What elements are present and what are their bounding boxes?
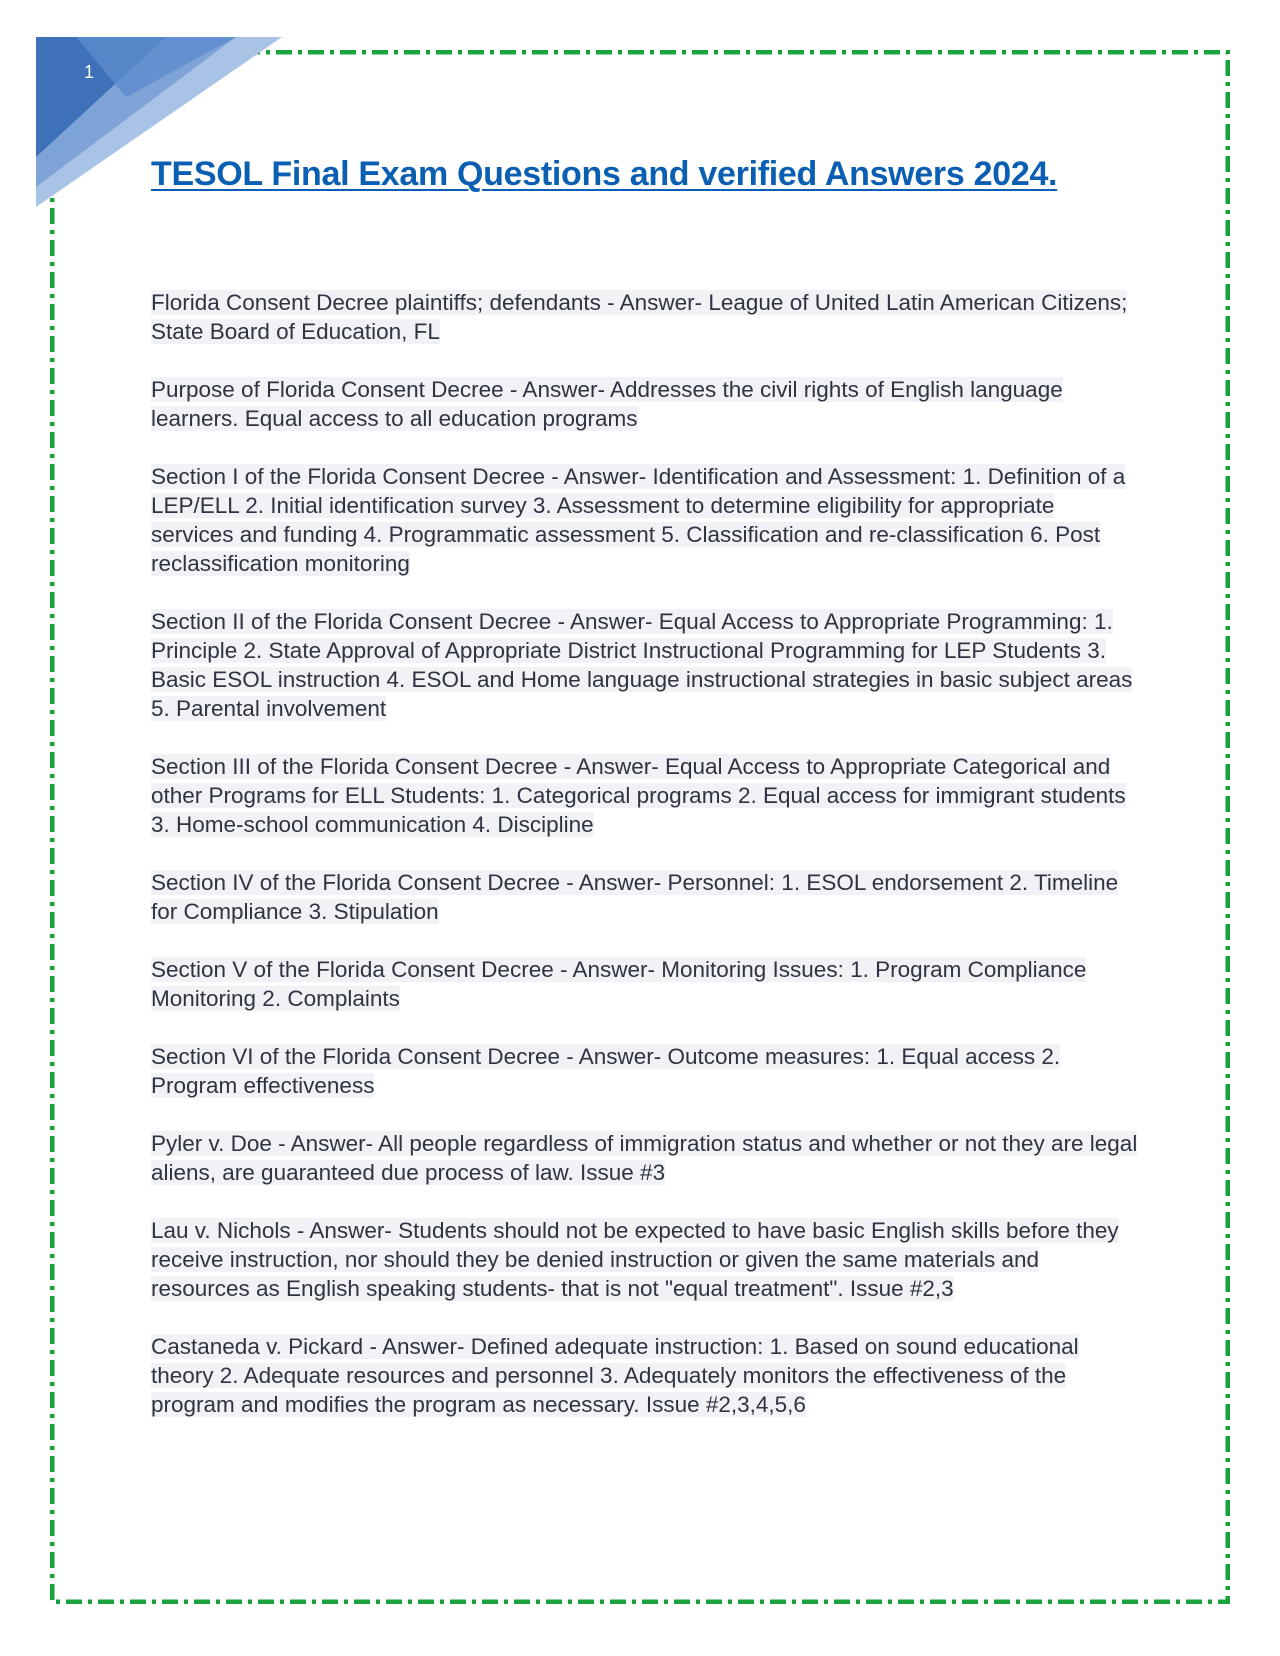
qa-item bbox=[151, 607, 1141, 723]
qa-text: Section IV of the Florida Consent Decree - Answer- Personnel: 1. ESOL endorsement 2. Timeline for Compliance 3. Stipulation bbox=[151, 870, 1119, 924]
qa-text: Castaneda v. Pickard - Answer- Defined adequate instruction: 1. Based on sound educational theory 2. Adequate resources and personnel 3. Adequately monitors the effectiveness of the program and modifies the program as necessary. Issue #2,3,4,5,6 bbox=[151, 1334, 1079, 1417]
qa-item bbox=[151, 1042, 1141, 1100]
qa-text: Section II of the Florida Consent Decree - Answer- Equal Access to Appropriate Programming: 1. Principle 2. State Approval of Appropriate District Instructional Programming for LEP Students 3. Basic ESOL instruction 4. ESOL and Home language instructional strategies in basic subject areas 5. Parental involvement bbox=[151, 609, 1133, 721]
qa-item bbox=[151, 1129, 1141, 1187]
qa-item bbox=[151, 462, 1141, 578]
qa-item bbox=[151, 288, 1141, 346]
qa-item bbox=[151, 375, 1141, 433]
qa-text: Purpose of Florida Consent Decree - Answer- Addresses the civil rights of English language learners. Equal access to all education programs bbox=[151, 377, 1063, 431]
qa-text: Florida Consent Decree plaintiffs; defendants - Answer- League of United Latin American Citizens; State Board of Education, FL bbox=[151, 290, 1128, 344]
qa-item bbox=[151, 1216, 1141, 1303]
qa-text: Lau v. Nichols - Answer- Students should not be expected to have basic English skills before they receive instruction, nor should they be denied instruction or given the same materials and resources as English speaking students- that is not "equal treatment". Issue #2,3 bbox=[151, 1218, 1119, 1301]
qa-text: Section I of the Florida Consent Decree - Answer- Identification and Assessment: 1. Definition of a LEP/ELL 2. Initial identification survey 3. Assessment to determine eligibility for appropriate services and funding 4. Programmatic assessment 5. Classification and re-classification 6. Post reclassification monitoring bbox=[151, 464, 1126, 576]
qa-item bbox=[151, 868, 1141, 926]
qa-text: Section III of the Florida Consent Decree - Answer- Equal Access to Appropriate Categorical and other Programs for ELL Students: 1. Categorical programs 2. Equal access for immigrant students 3. Home-school communication 4. Discipline bbox=[151, 754, 1126, 837]
page-number: 1 bbox=[84, 62, 95, 82]
qa-item bbox=[151, 752, 1141, 839]
qa-text: Section VI of the Florida Consent Decree - Answer- Outcome measures: 1. Equal access 2. Program effectiveness bbox=[151, 1044, 1061, 1098]
qa-text: Section V of the Florida Consent Decree - Answer- Monitoring Issues: 1. Program Compliance Monitoring 2. Complaints bbox=[151, 957, 1087, 1011]
qa-text: Pyler v. Doe - Answer- All people regardless of immigration status and whether or not they are legal aliens, are guaranteed due process of law. Issue #3 bbox=[151, 1131, 1138, 1185]
qa-item bbox=[151, 1332, 1141, 1419]
page-title: TESOL Final Exam Questions and verified Answers 2024. bbox=[151, 155, 1058, 193]
qa-item bbox=[151, 955, 1141, 1013]
qa-list bbox=[151, 288, 1141, 1448]
